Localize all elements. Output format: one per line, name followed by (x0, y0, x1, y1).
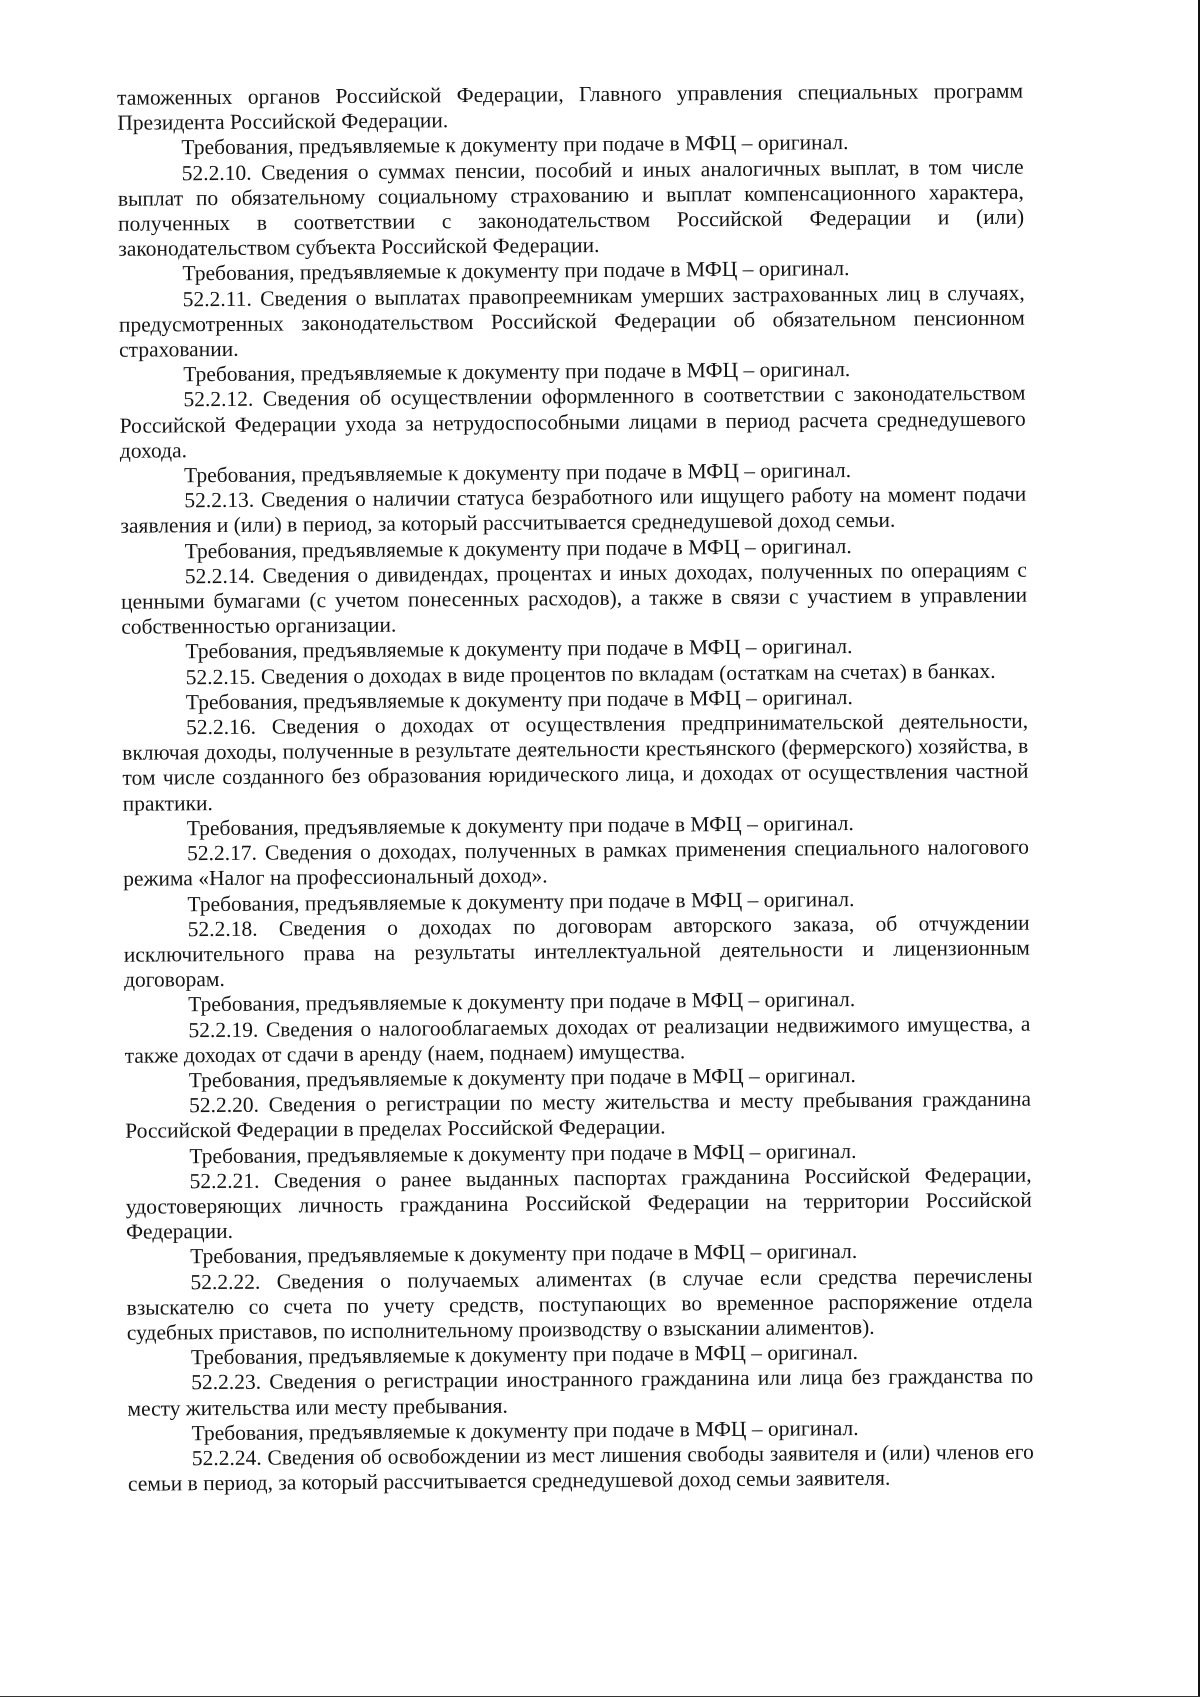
requirement-paragraph: Требования, предъявляемые к документу при подаче в МФЦ – оригинал. (189, 1138, 857, 1168)
requirement-paragraph: Требования, предъявляемые к документу при подаче в МФЦ – оригинал. (188, 1062, 856, 1093)
requirement-paragraph: Требования, предъявляемые к документу при подаче в МФЦ – оригинал. (185, 684, 853, 715)
item-52-2-21: 52.2.21. Сведения о ранее выданных паспортах гражданина Российской Федерации, удостоверяющих личность гражданина Российской Федерации на территории Российской Федерации. (125, 1162, 1032, 1244)
paragraph-continuation: таможенных органов Российской Федерации, Главного управления специальных программ Президента Российской Федерации. (117, 78, 1024, 135)
item-52-2-13: 52.2.13. Сведения о наличии статуса безработного или ищущего работу на момент подачи заявления и (или) в период, за который рассчитывается среднедушевой доход семьи. (120, 481, 1027, 539)
requirement-paragraph: Требования, предъявляемые к документу при подаче в МФЦ – оригинал. (181, 130, 849, 160)
requirement-paragraph: Требования, предъявляемые к документу при подаче в МФЦ – оригинал. (190, 1340, 859, 1370)
requirement-paragraph: Требования, предъявляемые к документу при подаче в МФЦ – оригинал. (185, 634, 853, 664)
requirement-paragraph: Требования, предъявляемые к документу при подаче в МФЦ – оригинал. (186, 810, 854, 841)
item-52-2-15: 52.2.15. Сведения о доходах в виде процентов по вкладам (остаткам на счетах) в банках. (185, 658, 996, 689)
requirement-paragraph: Требования, предъявляемые к документу при подаче в МФЦ – оригинал. (183, 458, 852, 488)
requirement-paragraph: Требования, предъявляемые к документу при подаче в МФЦ – оригинал. (183, 357, 851, 387)
item-52-2-12: 52.2.12. Сведения об осуществлении оформленного в соответствии с законодательством Российской Федерации ухода за нетрудоспособными лицами в период расчета среднедушевого дохода. (119, 381, 1026, 463)
item-52-2-24: 52.2.24. Сведения об освобождении из мест лишения свободы заявителя и (или) членов его семьи в период, за который рассчитывается среднедушевой доход семьи заявителя. (127, 1439, 1034, 1496)
item-52-2-20: 52.2.20. Сведения о регистрации по месту жительства и месту пребывания гражданина Российской Федерации в пределах Российской Федерации. (125, 1086, 1032, 1144)
item-52-2-14: 52.2.14. Сведения о дивидендах, процентах и иных доходах, полученных по операциям с ценными бумагами (с учетом понесенных расходов), а также в связи с участием в управлении собственностью организации. (120, 557, 1028, 640)
requirement-paragraph: Требования, предъявляемые к документу при подаче в МФЦ – оригинал. (184, 533, 852, 563)
item-52-2-17: 52.2.17. Сведения о доходах, полученных в рамках применения специального налогового режима «Налог на профессиональный доход». (123, 834, 1030, 892)
item-52-2-22: 52.2.22. Сведения о получаемых алиментах (в случае если средства перечислены взыскателю со счета по учету средств, поступающих во временное распоряжение отдела судебных приставов, по исполнительному производству о взыскании алиментов). (126, 1263, 1033, 1345)
requirement-paragraph: Требования, предъявляемые к документу при подаче в МФЦ – оригинал. (188, 987, 856, 1017)
item-52-2-18: 52.2.18. Сведения о доходах по договорам авторского заказа, об отчуждении исключительного права на результаты интеллектуальной деятельности и лицензионным договорам. (123, 910, 1030, 992)
requirement-paragraph: Требования, предъявляемые к документу при подаче в МФЦ – оригинал. (182, 256, 850, 286)
item-52-2-19: 52.2.19. Сведения о налогооблагаемых доходах от реализации недвижимого имущества, а также доходах от сдачи в аренду (наем, поднаем) имущества. (124, 1011, 1031, 1068)
item-52-2-11: 52.2.11. Сведения о выплатах правопреемникам умерших застрахованных лиц в случаях, предусмотренных законодательством Российской Федерации об обязательном пенсионном страховании. (118, 280, 1025, 362)
item-52-2-10: 52.2.10. Сведения о суммах пенсии, пособий и иных аналогичных выплат, в том числе выплат по обязательному социальному страхованию и выплат компенсационного характера, полученных в соответствии с законодательством Российской Федерации и (или) законодательством субъекта Российской Федерации. (117, 154, 1025, 262)
item-52-2-23: 52.2.23. Сведения о регистрации иностранного гражданина или лица без гражданства по месту жительства или месту пребывания. (127, 1363, 1034, 1421)
document-body (0, 77, 1200, 1498)
item-52-2-16: 52.2.16. Сведения о доходах от осуществления предпринимательской деятельности, включая доходы, полученные в результате деятельности крестьянского (фермерского) хозяйства, в том числе созданного без образования юридического лица, и доходах от осуществления частной практики. (122, 708, 1029, 816)
requirement-paragraph: Требования, предъявляемые к документу при подаче в МФЦ – оригинал. (190, 1239, 858, 1269)
requirement-paragraph: Требования, предъявляемые к документу при подаче в МФЦ – оригинал. (191, 1415, 859, 1446)
requirement-paragraph: Требования, предъявляемые к документу при подаче в МФЦ – оригинал. (187, 886, 855, 916)
